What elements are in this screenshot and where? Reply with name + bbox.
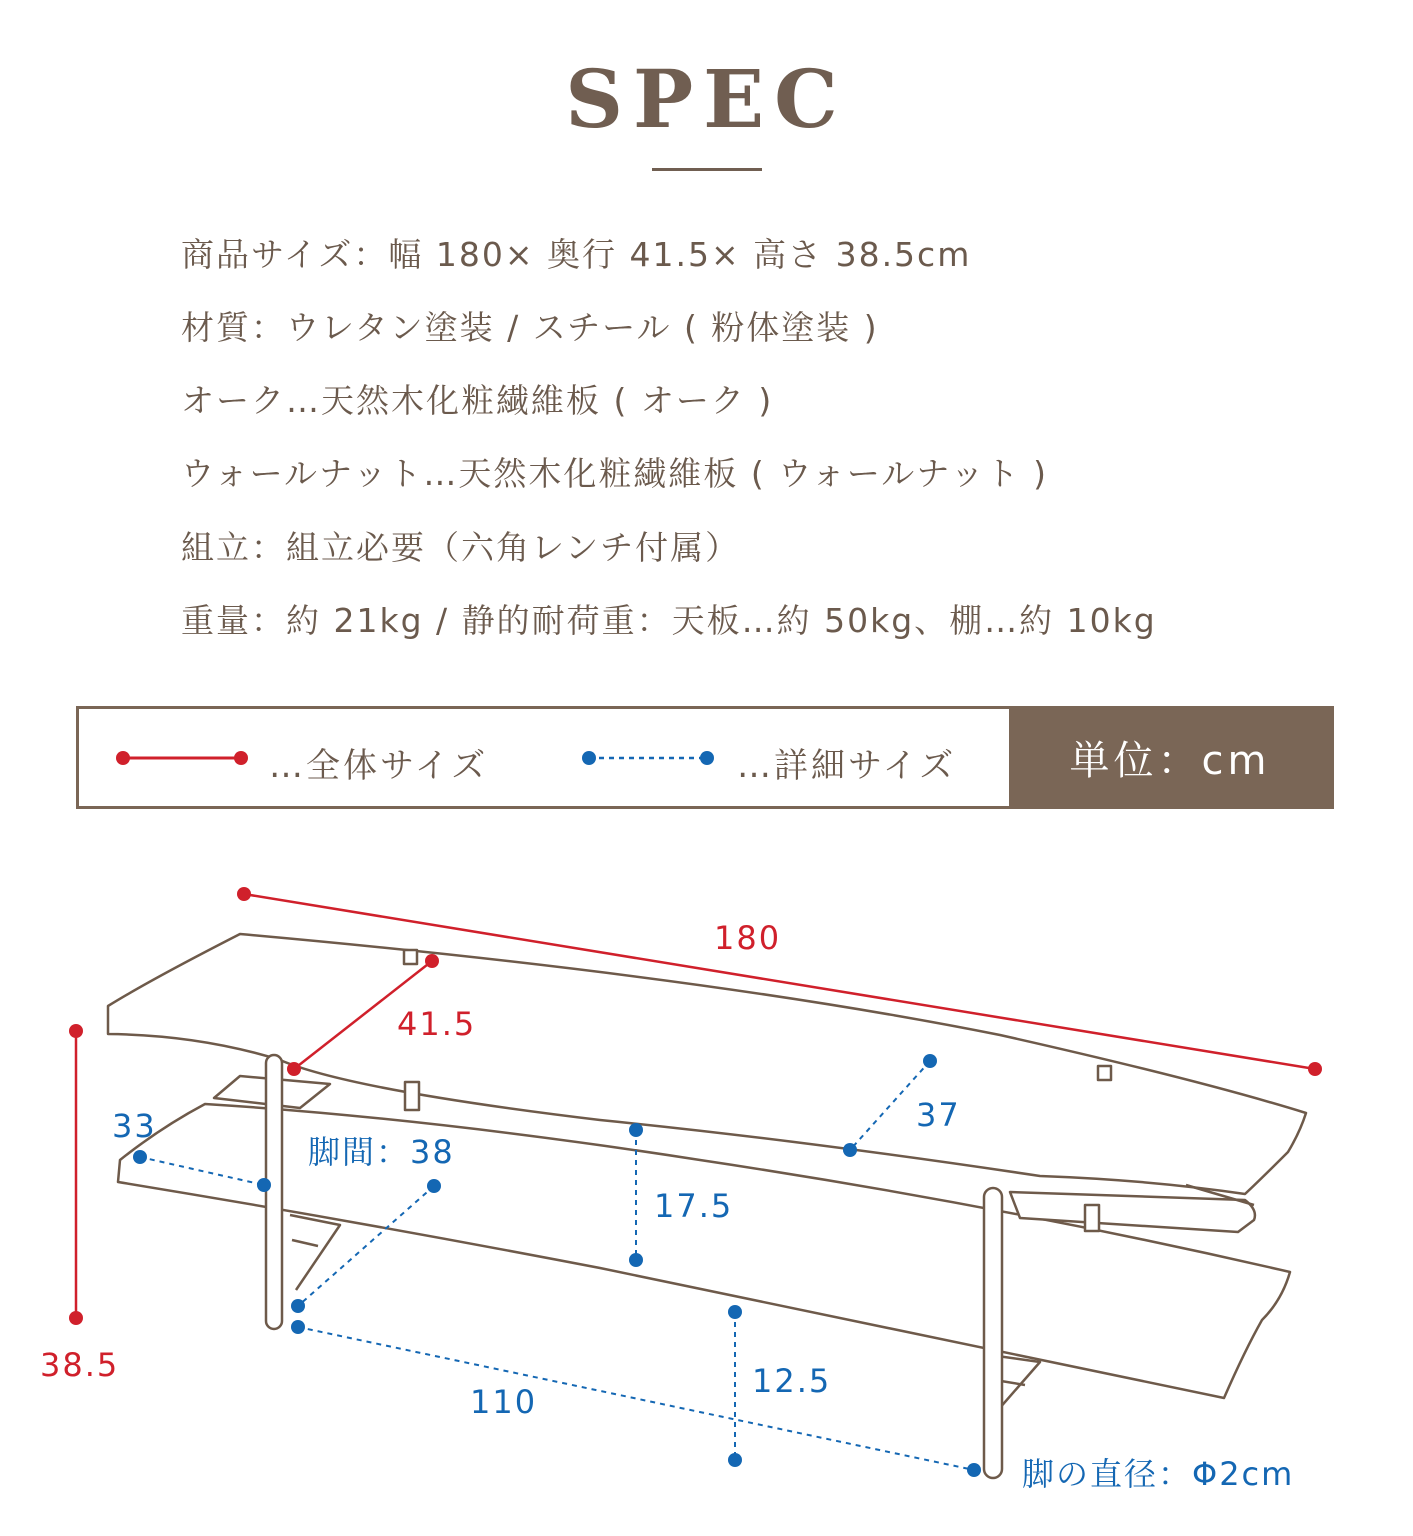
page-title: SPEC <box>565 52 848 146</box>
spec-walnut: ウォールナット…天然木化粧繊維板 ( ウォールナット ) <box>181 454 1048 493</box>
leg-spacing-label: 脚間：38 <box>308 1133 455 1171</box>
unit-badge: 単位：cm <box>1009 709 1331 806</box>
overall-size-marker <box>116 751 248 765</box>
leg-left <box>266 1055 282 1329</box>
leg-diameter-label: 脚の直径：Φ2cm <box>1022 1455 1295 1493</box>
peg-right <box>1098 1066 1111 1080</box>
leg-right <box>984 1188 1002 1478</box>
spec-weight: 重量：約 21kg / 静的耐荷重：天板…約 50kg、棚…約 10kg <box>181 601 1157 640</box>
height-label: 38.5 <box>40 1346 120 1384</box>
top-to-shelf-label: 17.5 <box>654 1187 734 1225</box>
shelf-height-label: 12.5 <box>752 1362 832 1400</box>
shelf-width-label: 110 <box>470 1383 538 1421</box>
legend-detail-label: …詳細サイズ <box>737 746 957 786</box>
top-depth-label: 37 <box>916 1096 961 1134</box>
spec-oak: オーク…天然木化粧繊維板 ( オーク ) <box>181 381 774 420</box>
peg-left <box>404 950 417 964</box>
dimension-legend <box>76 706 1334 809</box>
legend-overall-label: …全体サイズ <box>269 746 489 786</box>
furniture-diagram <box>0 860 1413 1536</box>
spec-assembly: 組立：組立必要（六角レンチ付属） <box>181 528 741 567</box>
width-label: 180 <box>714 919 782 957</box>
title-divider <box>652 168 762 171</box>
depth-label: 41.5 <box>397 1005 477 1043</box>
spec-size: 商品サイズ：幅 180× 奥行 41.5× 高さ 38.5cm <box>181 235 972 274</box>
shelf-depth-label: 33 <box>112 1107 157 1145</box>
spec-material: 材質：ウレタン塗装 / スチール ( 粉体塗装 ) <box>181 308 879 347</box>
detail-size-marker <box>582 751 714 765</box>
